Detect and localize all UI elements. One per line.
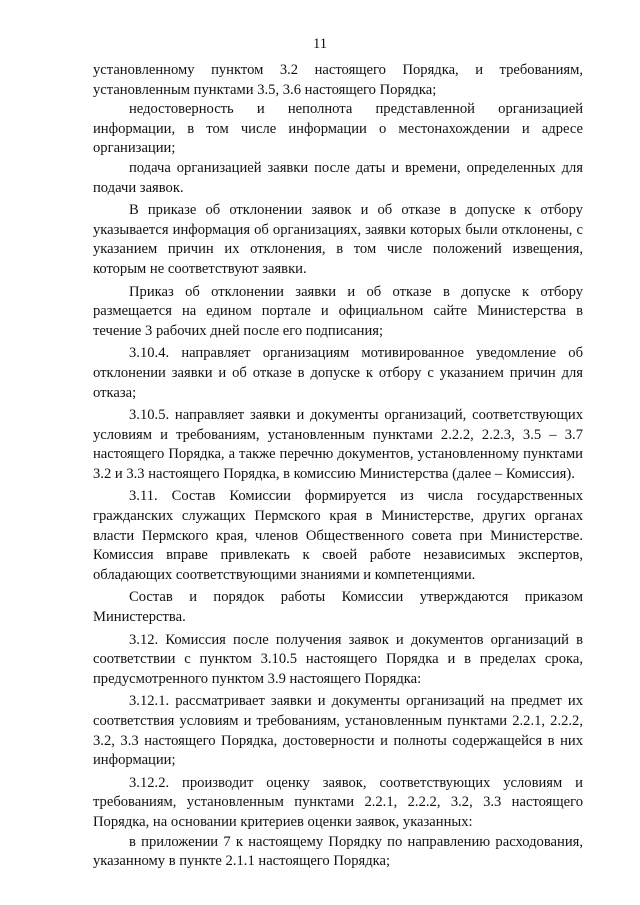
paragraph: подача организацией заявки после даты и времени, определенных для подачи заявок. — [93, 159, 583, 196]
paragraph: 3.12.2. производит оценку заявок, соответствующих условиям и требованиям, установленным пунктами 2.2.1, 2.2.2, 3.2, 3.3 настоящего Порядка, на основании критериев оценки заявок, указанных: — [93, 774, 583, 830]
paragraph: 3.10.4. направляет организациям мотивированное уведомление об отклонении заявки и об отказе в допуске к отбору с указанием причин для отказа; — [93, 345, 583, 401]
paragraph: 3.12. Комиссия после получения заявок и документов организаций в соответствии с пунктом 3.10.5 настоящего Порядка и в пределах срока, предусмотренного пунктом 3.9 настоящего Порядка: — [93, 631, 583, 687]
paragraph: Приказ об отклонении заявки и об отказе в допуске к отбору размещается на едином портале и официальном сайте Министерства в течение 3 рабочих дней после его подписания; — [93, 283, 583, 339]
document-body — [93, 61, 583, 872]
paragraph: 3.10.5. направляет заявки и документы организаций, соответствующих условиям и требованиям, установленным пунктами 2.2.2, 2.2.3, 3.5 – 3.7 настоящего Порядка, а также перечню документов, установленному пунктами 3.2 и 3.3 настоящего Порядка, в комиссию Министерства (далее – Комиссия). — [93, 407, 583, 482]
paragraph: Состав и порядок работы Комиссии утверждаются приказом Министерства. — [93, 589, 583, 626]
page-number: 11 — [312, 36, 328, 52]
paragraph: 3.12.1. рассматривает заявки и документы организаций на предмет их соответствия условиям и требованиям, установленным пунктами 2.2.1, 2.2.2, 3.2, 3.3 настоящего Порядка, достоверности и полноты содержащейся в них информации; — [93, 693, 583, 769]
paragraph: недостоверность и неполнота представленной организацией информации, в том числе информации о местонахождении и адресе организации; — [93, 101, 583, 157]
paragraph: в приложении 7 к настоящему Порядку по направлению расходования, указанному в пункте 2.1.1 настоящего Порядка; — [93, 833, 583, 870]
paragraph: 3.11. Состав Комиссии формируется из числа государственных гражданских служащих Пермского края в Министерстве, других органах власти Пермского края, членов Общественного совета при Министерстве. Комиссия вправе привлекать к своей работе независимых экспертов, обладающих соответствующими знаниями и компетенциями. — [93, 488, 583, 583]
paragraph: В приказе об отклонении заявок и об отказе в допуске к отбору указывается информация об организациях, заявки которых были отклонены, с указанием причин их отклонения, в том числе положений извещения, которым не соответствуют заявки. — [93, 202, 583, 277]
paragraph: установленному пунктом 3.2 настоящего Порядка, и требованиям, установленным пунктами 3.5, 3.6 настоящего Порядка; — [93, 62, 583, 98]
